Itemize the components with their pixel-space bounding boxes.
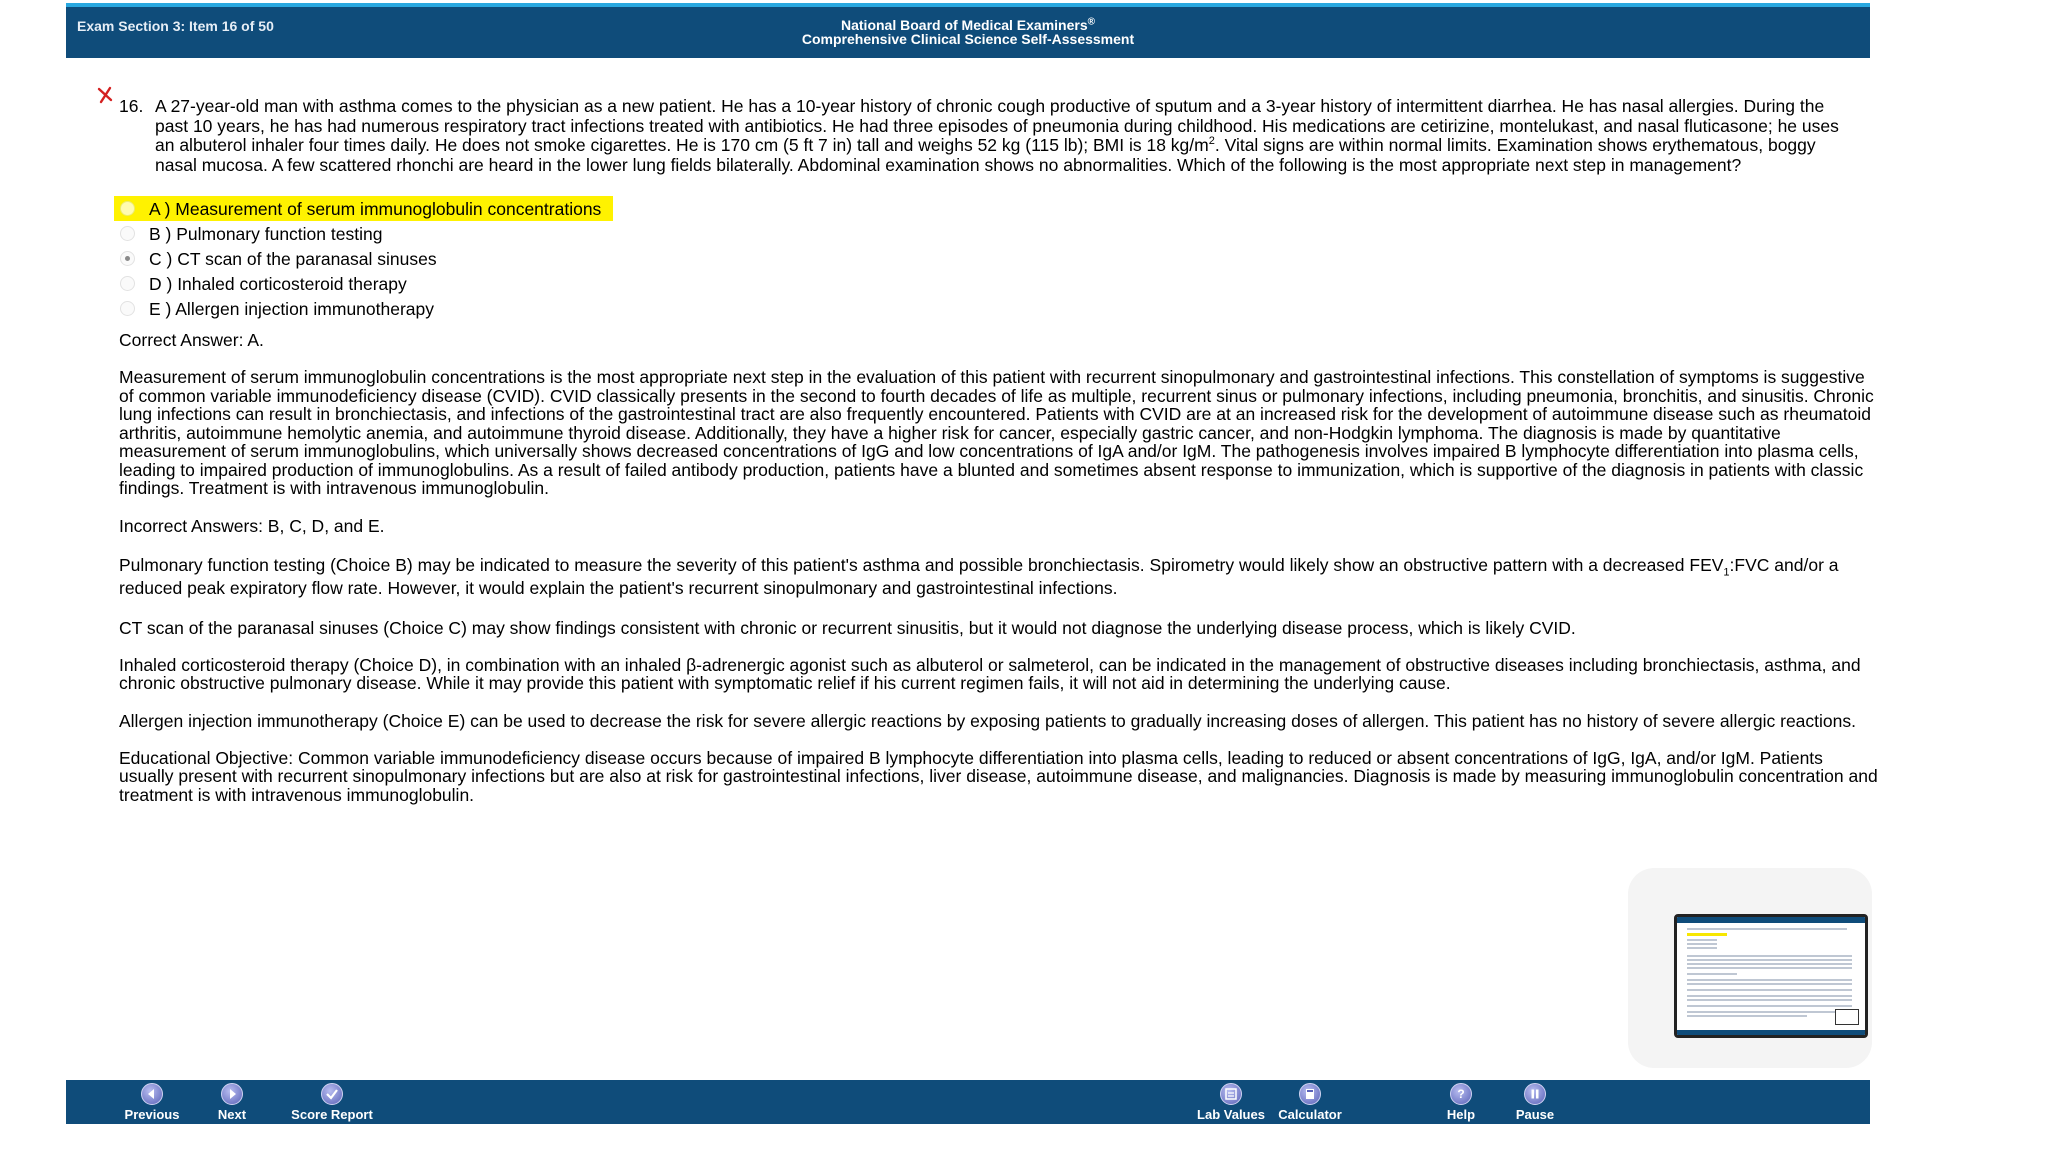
next-arrow-icon <box>221 1083 243 1105</box>
lab-values-icon <box>1220 1083 1242 1105</box>
correct-answer: Correct Answer: A. <box>119 330 264 350</box>
question-stem <box>119 97 1849 175</box>
question-text <box>155 97 1849 175</box>
calculator-label: Calculator <box>1278 1107 1342 1122</box>
previous-label: Previous <box>124 1107 180 1122</box>
navigation-bar <box>66 1080 1870 1124</box>
choice-b-explanation-part2: :FVC and/or a reduced peak expiratory flow rate. However, it would explain the patient's recurrent sinopulmonary and gastrointestinal infections. <box>119 554 1839 598</box>
fev-subscript: 1 <box>1723 566 1730 578</box>
lab-values-label: Lab Values <box>1197 1107 1265 1122</box>
exam-section-label: Exam Section 3: Item 16 of 50 <box>77 18 274 34</box>
lab-values-button[interactable] <box>1186 1080 1276 1124</box>
pause-icon <box>1524 1083 1546 1105</box>
registered-mark: ® <box>1087 16 1095 28</box>
choice-b-radio[interactable] <box>120 226 135 241</box>
page-thumbnail[interactable] <box>1674 914 1868 1038</box>
pause-button[interactable] <box>1490 1080 1580 1124</box>
choice-c-explanation: CT scan of the paranasal sinuses (Choice C) may show findings consistent with chronic or recurrent sinusitis, but it would not diagnose the underlying disease process, which is likely CVID. <box>119 617 1576 638</box>
exam-header <box>66 3 1870 58</box>
score-report-button[interactable] <box>287 1080 377 1124</box>
calculator-button[interactable] <box>1265 1080 1355 1124</box>
exam-title-block <box>66 18 1870 46</box>
pause-label: Pause <box>1515 1107 1555 1122</box>
choice-c-radio[interactable] <box>120 251 135 266</box>
educational-objective: Educational Objective: Common variable immunodeficiency disease occurs because of impaired B lymphocyte differentiation into plasma cells, leading to reduced or absent concentrations of IgG, IgA, and/or IgM. Patients usually present with recurrent sinopulmonary infections but are also at risk for gastrointestinal infections, liver disease, autoimmune disease, and malignancies. Diagnosis is made by measuring immunoglobulin concentration and treatment is with intravenous immunoglobulin. <box>119 747 1878 805</box>
next-label: Next <box>217 1107 247 1122</box>
choice-d[interactable] <box>114 271 614 296</box>
answer-choices <box>114 196 614 321</box>
question-text-part2: . Vital signs are within normal limits. Examination shows erythematous, boggy nasal mucosa. A few scattered rhonchi are heard in the lower lung fields bilaterally. Abdominal examination shows no abnormalities. Which of the following is the most appropriate next step in management? <box>155 135 1816 175</box>
incorrect-answers: Incorrect Answers: B, C, D, and E. <box>119 515 385 536</box>
choice-c-label: C ) CT scan of the paranasal sinuses <box>149 248 437 269</box>
previous-button[interactable] <box>107 1080 197 1124</box>
question-superscript: 2 <box>1208 135 1215 148</box>
choice-a[interactable] <box>114 196 613 221</box>
exam-title: Comprehensive Clinical Science Self-Assessment <box>801 31 1135 47</box>
explanation-panel <box>119 330 1881 822</box>
checkmark-icon <box>321 1083 343 1105</box>
score-report-label: Score Report <box>291 1107 373 1122</box>
help-label: Help <box>1446 1107 1476 1122</box>
choice-d-explanation: Inhaled corticosteroid therapy (Choice D), in combination with an inhaled β-adrenergic agonist such as albuterol or salmeterol, can be indicated in the management of obstructive diseases including bronchiectasis, asthma, and chronic obstructive pulmonary disease. While it may provide this patient with symptomatic relief if his current regimen fails, it will not aid in determining the underlying cause. <box>119 654 1861 693</box>
org-name: National Board of Medical Examiners <box>841 17 1088 33</box>
incorrect-x-icon <box>96 86 114 104</box>
calculator-icon <box>1299 1083 1321 1105</box>
choice-b-label: B ) Pulmonary function testing <box>149 223 383 244</box>
help-icon: ? <box>1450 1083 1472 1105</box>
explanation-paragraph: Measurement of serum immunoglobulin concentrations is the most appropriate next step in the evaluation of this patient with recurrent sinopulmonary and gastrointestinal infections. This constellation of symptoms is suggestive of common variable immunodeficiency disease (CVID). CVID classically presents in the second to fourth decades of life as multiple, recurrent sinus or pulmonary infections, including pneumonia, bronchitis, and sinusitis. Chronic lung infections can result in bronchiectasis, and infections of the gastrointestinal tract are also frequently encountered. Patients with CVID are at an increased risk for the development of autoimmune disease such as rheumatoid arthritis, autoimmune hemolytic anemia, and autoimmune thyroid disease. Additionally, they have a higher risk for cancer, especially gastric cancer, and non-Hodgkin lymphoma. The diagnosis is made by quantitative measurement of serum immunoglobulins, which universally shows decreased concentrations of IgG and low concentrations of IgA and/or IgM. The pathogenesis involves impaired B lymphocyte differentiation into plasma cells, leading to impaired production of immunoglobulins. As a result of failed antibody production, patients have a blunted and sometimes absent response to immunization, which is supportive of the diagnosis in patients with classic findings. Treatment is with intravenous immunoglobulin. <box>119 367 1874 498</box>
choice-e-label: E ) Allergen injection immunotherapy <box>149 298 435 319</box>
choice-e[interactable] <box>114 296 614 321</box>
choice-d-radio[interactable] <box>120 276 135 291</box>
choice-d-label: D ) Inhaled corticosteroid therapy <box>149 273 407 294</box>
choice-a-label: A ) Measurement of serum immunoglobulin concentrations <box>149 198 602 219</box>
question-number: 16. <box>119 96 144 116</box>
question-text-part1: A 27-year-old man with asthma comes to the physician as a new patient. He has a 10-year history of chronic cough productive of sputum and a 3-year history of intermittent diarrhea. He has nasal allergies. During the past 10 years, he has had numerous respiratory tract infections treated with antibiotics. He had three episodes of pneumonia during childhood. His medications are cetirizine, montelukast, and nasal fluticasone; he uses an albuterol inhaler four times daily. He does not smoke cigarettes. He is 170 cm (5 ft 7 in) tall and weighs 52 kg (115 lb); BMI is 18 kg/m <box>155 96 1839 155</box>
choice-e-radio[interactable] <box>120 301 135 316</box>
choice-c[interactable] <box>114 246 614 271</box>
choice-a-radio[interactable] <box>120 201 135 216</box>
previous-arrow-icon <box>141 1083 163 1105</box>
choice-b[interactable] <box>114 221 614 246</box>
choice-b-explanation <box>119 554 1881 600</box>
next-button[interactable] <box>187 1080 277 1124</box>
choice-b-explanation-part1: Pulmonary function testing (Choice B) may be indicated to measure the severity of this patient's asthma and possible bronchiectasis. Spirometry would likely show an obstructive pattern with a decreased FEV <box>119 554 1724 575</box>
choice-e-explanation: Allergen injection immunotherapy (Choice E) can be used to decrease the risk for severe allergic reactions by exposing patients to gradually increasing doses of allergen. This patient has no history of severe allergic reactions. <box>119 710 1856 731</box>
